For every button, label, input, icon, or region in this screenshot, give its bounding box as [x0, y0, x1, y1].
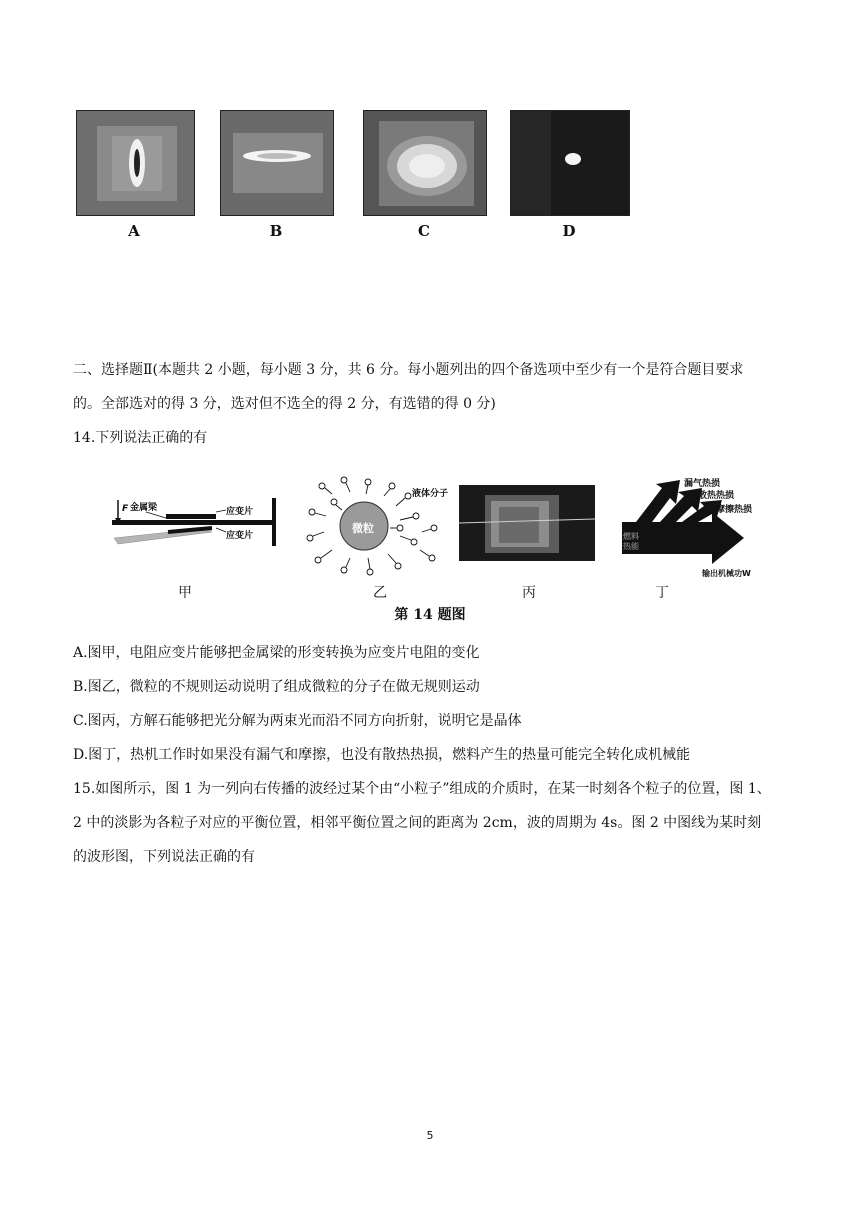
brownian-diagram [304, 472, 484, 578]
photo-d [510, 110, 630, 216]
photo-a [76, 110, 195, 216]
figure-bing [459, 485, 595, 561]
photo-label-d: D [562, 222, 576, 240]
caption-yi: 乙 [373, 585, 387, 601]
photo-b-image [221, 111, 333, 215]
dissipation-loss-label: 散热热损 [698, 491, 735, 501]
q15-line3: 的波形图，下列说法正确的有 [73, 849, 255, 865]
gauge-top-label: 应变片 [226, 507, 254, 517]
q14-option-c: C.图丙，方解石能够把光分解为两束光而沿不同方向折射，说明它是晶体 [73, 713, 522, 729]
friction-loss-label: 摩擦热损 [716, 505, 753, 515]
section2-line1: 二、选择题Ⅱ(本题共 2 小题，每小题 3 分，共 6 分。每小题列出的四个备选项中至少有一个是符合题目要求 [73, 362, 744, 378]
q15-line2: 2 中的淡影为各粒子对应的平衡位置，相邻平衡位置之间的距离为 2cm，波的周期为 4s。图 2 中图线为某时刻 [73, 815, 762, 831]
photo-b [220, 110, 334, 216]
calcite-photo [459, 485, 595, 561]
q14-stem: 14.下列说法正确的有 [73, 430, 208, 446]
q14-option-d: D.图丁，热机工作时如果没有漏气和摩擦，也没有散热热损，燃料产生的热量可能完全转化成机械能 [73, 747, 691, 763]
page-number: 5 [426, 1129, 434, 1142]
caption-ding: 丁 [655, 585, 669, 601]
photo-c [363, 110, 487, 216]
force-label: F [122, 504, 129, 514]
q14-option-a: A.图甲，电阻应变片能够把金属梁的形变转换为应变片电阻的变化 [73, 645, 480, 661]
caption-jia: 甲 [178, 585, 192, 601]
photo-label-c: C [418, 222, 430, 240]
q14-option-b: B.图乙，微粒的不规则运动说明了组成微粒的分子在做无规则运动 [73, 679, 480, 695]
section2-line2: 的。全部选对的得 3 分，选对但不选全的得 2 分，有选错的得 0 分) [73, 396, 496, 412]
photo-d-image [511, 111, 629, 215]
figure-yi [304, 472, 484, 578]
particle-label: 微粒 [352, 522, 374, 535]
beam-label: 金属梁 [130, 503, 158, 513]
leak-loss-label: 漏气热损 [684, 479, 721, 489]
fuel-energy-label: 燃料热能 [623, 532, 639, 551]
photo-label-b: B [269, 222, 283, 240]
gauge-bottom-label: 应变片 [226, 531, 254, 541]
figure-ding [622, 474, 772, 580]
photo-c-image [364, 111, 486, 215]
figure-14-title: 第 14 题图 [394, 607, 466, 623]
strain-gauge-diagram [108, 488, 288, 558]
photo-a-image [77, 111, 194, 215]
figure-jia [108, 488, 288, 558]
q15-line1: 15.如图所示，图 1 为一列向右传播的波经过某个由“小粒子”组成的介质时，在某一时刻各个粒子的位置，图 1、 [73, 781, 771, 797]
liquid-molecule-label: 液体分子 [412, 489, 449, 499]
output-work-label: 输出机械功W [702, 569, 751, 578]
photo-label-a: A [128, 222, 140, 240]
heat-engine-diagram [622, 474, 772, 580]
caption-bing: 丙 [522, 585, 536, 601]
